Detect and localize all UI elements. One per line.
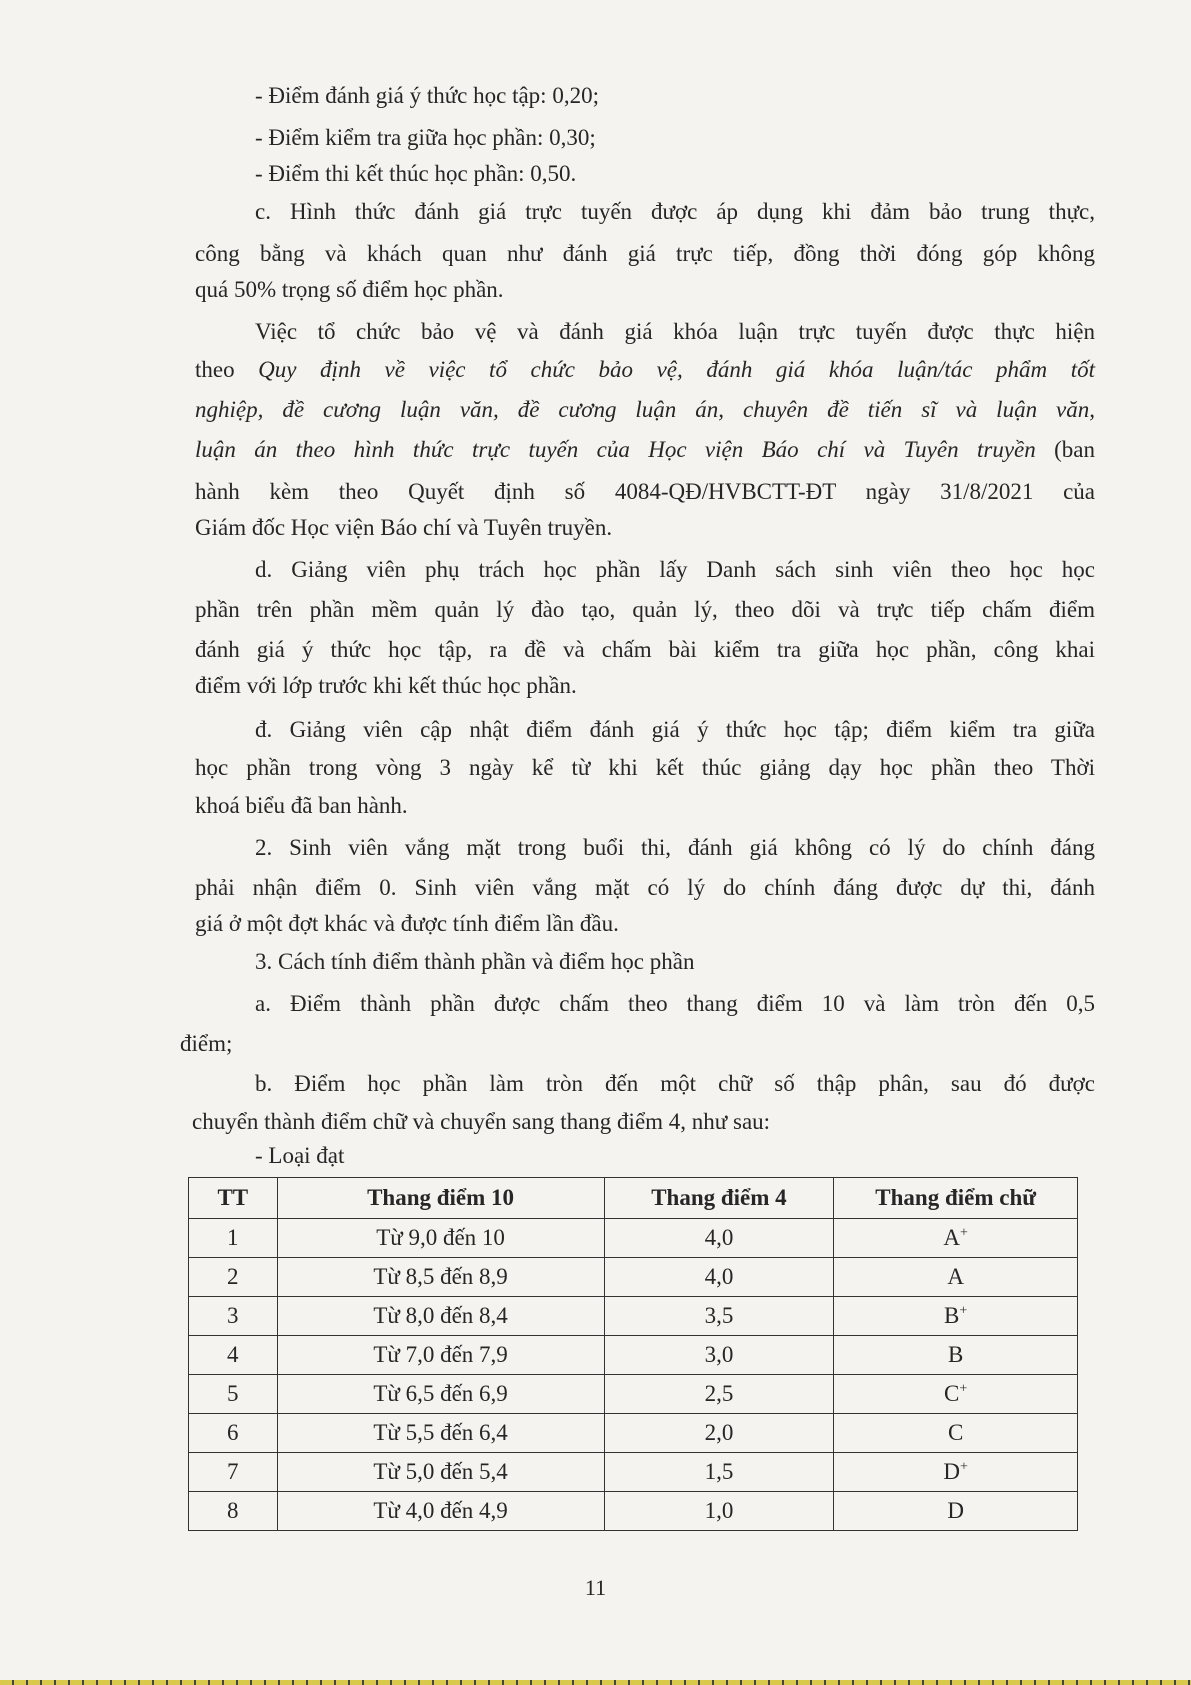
weight-midterm: - Điểm kiểm tra giữa học phần: 0,30; [255, 125, 596, 150]
cell-tt: 5 [189, 1375, 278, 1414]
para-online-line6: Giám đốc Học viện Báo chí và Tuyên truyền. [195, 515, 613, 540]
section-3-heading: 3. Cách tính điểm thành phần và điểm học phần [255, 949, 695, 974]
cell-letter-grade [834, 1492, 1078, 1531]
header-scale-10: Thang điểm 10 [277, 1178, 604, 1219]
cell-tt: 7 [189, 1453, 278, 1492]
para-d-line3: đánh giá ý thức học tập, ra đề và chấm bài kiểm tra giữa học phần, công khai [195, 637, 1095, 662]
header-scale-4: Thang điểm 4 [604, 1178, 834, 1219]
table-row [189, 1336, 1078, 1375]
letter: D [947, 1498, 964, 1523]
para-c-line1: c. Hình thức đánh giá trực tuyến được áp dụng khi đảm bảo trung thực, [255, 199, 1095, 224]
plus-mark: + [960, 1225, 968, 1241]
para-online-line2 [195, 356, 1095, 384]
table-row [189, 1219, 1078, 1258]
cell-scale-4: 2,0 [604, 1414, 834, 1453]
para-2-line2: phải nhận điểm 0. Sinh viên vắng mặt có lý do chính đáng được dự thi, đánh [195, 875, 1095, 900]
cell-scale-4: 1,0 [604, 1492, 834, 1531]
cell-scale-4: 4,0 [604, 1258, 834, 1297]
table-row [189, 1414, 1078, 1453]
para-d-line4: điểm với lớp trước khi kết thúc học phần. [195, 673, 577, 698]
letter: C [944, 1381, 960, 1406]
para-online-line1: Việc tổ chức bảo vệ và đánh giá khóa luận trực tuyến được thực hiện [255, 319, 1095, 344]
letter: A [947, 1264, 964, 1289]
para-dd-line3: khoá biểu đã ban hành. [195, 793, 408, 818]
para-c-line2: công bằng và khách quan như đánh giá trực tiếp, đồng thời đóng góp không [195, 241, 1095, 266]
cell-letter-grade [834, 1336, 1078, 1375]
regulation-title-part1: Quy định về việc tổ chức bảo vệ, đánh giá khóa luận/tác phẩm tốt [258, 357, 1095, 382]
cell-letter-grade [834, 1375, 1078, 1414]
regulation-title-part2: nghiệp, đề cương luận văn, đề cương luận án, chuyên đề tiến sĩ và luận văn, [195, 397, 1095, 422]
cell-scale-10: Từ 4,0 đến 4,9 [277, 1492, 604, 1531]
table-row [189, 1453, 1078, 1492]
weight-final: - Điểm thi kết thúc học phần: 0,50. [255, 161, 577, 186]
text-theo: theo [195, 357, 235, 382]
para-2-line1: 2. Sinh viên vắng mặt trong buổi thi, đánh giá không có lý do chính đáng [255, 835, 1095, 860]
cell-scale-4: 3,0 [604, 1336, 834, 1375]
cell-tt: 1 [189, 1219, 278, 1258]
para-3a-line1: a. Điểm thành phần được chấm theo thang điểm 10 và làm tròn đến 0,5 [255, 991, 1095, 1016]
plus-mark: + [960, 1459, 968, 1475]
para-dd-line2: học phần trong vòng 3 ngày kể từ khi kết thúc giảng dạy học phần theo Thời [195, 755, 1095, 780]
plus-mark: + [959, 1381, 968, 1397]
text-ban: (ban [1054, 437, 1096, 462]
cell-tt: 4 [189, 1336, 278, 1375]
para-2-line3: giá ở một đợt khác và được tính điểm lần đầu. [195, 911, 619, 936]
cell-letter-grade [834, 1258, 1078, 1297]
letter: B [944, 1303, 960, 1328]
cell-scale-10: Từ 8,5 đến 8,9 [277, 1258, 604, 1297]
para-3a-line2: điểm; [180, 1031, 233, 1056]
para-dd-line1: đ. Giảng viên cập nhật điểm đánh giá ý thức học tập; điểm kiểm tra giữa [255, 717, 1095, 742]
table-row [189, 1258, 1078, 1297]
cell-scale-10: Từ 8,0 đến 8,4 [277, 1297, 604, 1336]
table-row [189, 1375, 1078, 1414]
cell-scale-4: 1,5 [604, 1453, 834, 1492]
cell-scale-10: Từ 6,5 đến 6,9 [277, 1375, 604, 1414]
cell-tt: 2 [189, 1258, 278, 1297]
cell-scale-10: Từ 5,5 đến 6,4 [277, 1414, 604, 1453]
cell-scale-10: Từ 7,0 đến 7,9 [277, 1336, 604, 1375]
page-number: 11 [584, 1575, 607, 1600]
para-c-line3: quá 50% trọng số điểm học phần. [195, 277, 504, 302]
cell-scale-4: 4,0 [604, 1219, 834, 1258]
cell-letter-grade [834, 1297, 1078, 1336]
header-letter-grade: Thang điểm chữ [834, 1178, 1078, 1219]
weight-attendance: - Điểm đánh giá ý thức học tập: 0,20; [255, 83, 599, 108]
para-online-line4 [195, 436, 1095, 464]
pass-category-label: - Loại đạt [255, 1143, 345, 1168]
cell-scale-10: Từ 5,0 đến 5,4 [277, 1453, 604, 1492]
letter: A [943, 1225, 961, 1250]
cell-tt: 3 [189, 1297, 278, 1336]
table-row [189, 1297, 1078, 1336]
table-row [189, 1492, 1078, 1531]
cell-scale-4: 3,5 [604, 1297, 834, 1336]
header-tt: TT [189, 1178, 278, 1219]
para-3b-line1: b. Điểm học phần làm tròn đến một chữ số thập phân, sau đó được [255, 1071, 1095, 1096]
cell-scale-10: Từ 9,0 đến 10 [277, 1219, 604, 1258]
letter: C [947, 1420, 964, 1445]
cell-tt: 8 [189, 1492, 278, 1531]
cell-tt: 6 [189, 1414, 278, 1453]
table-header-row [189, 1178, 1078, 1219]
regulation-title-part3: luận án theo hình thức trực tuyến của Học viện Báo chí và Tuyên truyền [195, 437, 1036, 462]
letter: D [943, 1459, 961, 1484]
cell-letter-grade [834, 1219, 1078, 1258]
para-online-line5: hành kèm theo Quyết định số 4084-QĐ/HVBCTT-ĐT ngày 31/8/2021 của [195, 479, 1095, 504]
cell-letter-grade [834, 1453, 1078, 1492]
para-3b-line2: chuyển thành điểm chữ và chuyển sang thang điểm 4, như sau: [192, 1109, 771, 1134]
para-d-line2: phần trên phần mềm quản lý đào tạo, quản lý, theo dõi và trực tiếp chấm điểm [195, 597, 1095, 622]
scan-edge-strip [0, 1680, 1191, 1685]
cell-letter-grade [834, 1414, 1078, 1453]
grade-conversion-table [188, 1177, 1078, 1531]
letter: B [947, 1342, 964, 1367]
para-d-line1: d. Giảng viên phụ trách học phần lấy Danh sách sinh viên theo học học [255, 557, 1095, 582]
plus-mark: + [959, 1303, 968, 1319]
cell-scale-4: 2,5 [604, 1375, 834, 1414]
